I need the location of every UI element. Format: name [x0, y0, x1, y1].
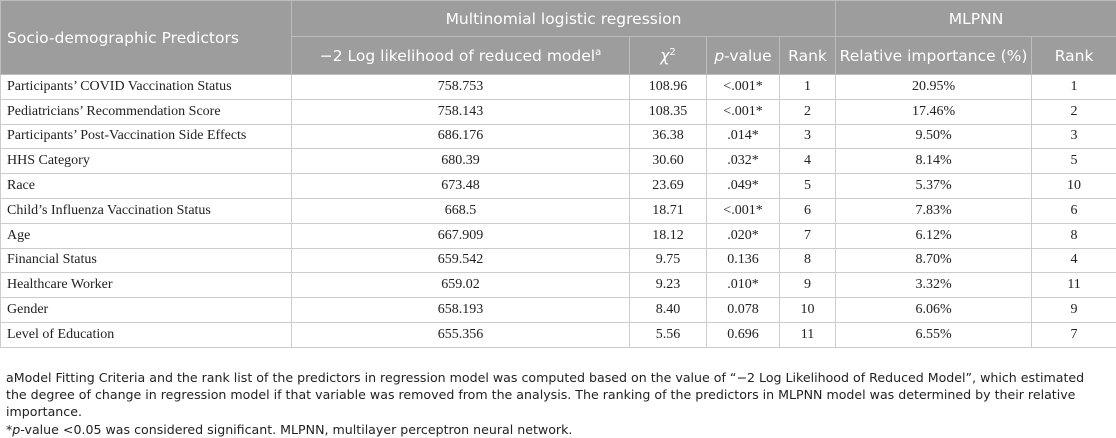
cell-pvalue: .049*: [707, 174, 780, 199]
cell-rank-mlpnn: 7: [1032, 322, 1116, 347]
cell-chi2: 8.40: [630, 298, 707, 323]
cell-rank-mlpnn: 2: [1032, 99, 1116, 124]
cell-relative-importance: 3.32%: [836, 273, 1032, 298]
cell-neg2ll: 686.176: [292, 124, 630, 149]
cell-rank-mlpnn: 10: [1032, 174, 1116, 199]
cell-rank-mlr: 3: [780, 124, 836, 149]
cell-relative-importance: 17.46%: [836, 99, 1032, 124]
cell-rank-mlpnn: 6: [1032, 198, 1116, 223]
cell-chi2: 108.35: [630, 99, 707, 124]
cell-chi2: 23.69: [630, 174, 707, 199]
table-row: [1, 124, 1116, 149]
cell-rank-mlpnn: 1: [1032, 75, 1116, 100]
footnote-star-prefix: *: [6, 422, 13, 437]
cell-predictor: Age: [1, 223, 292, 248]
table-row: [1, 75, 1116, 100]
header-neg2ll-text: −2 Log likelihood of reduced model: [319, 46, 596, 65]
cell-neg2ll: 758.753: [292, 75, 630, 100]
header-chi2: [630, 37, 707, 75]
header-chi-sup: 2: [669, 46, 676, 58]
cell-relative-importance: 5.37%: [836, 174, 1032, 199]
cell-chi2: 9.23: [630, 273, 707, 298]
cell-neg2ll: 659.542: [292, 248, 630, 273]
cell-pvalue: .014*: [707, 124, 780, 149]
cell-rank-mlpnn: 4: [1032, 248, 1116, 273]
cell-predictor: Gender: [1, 298, 292, 323]
table-row: [1, 223, 1116, 248]
cell-pvalue: 0.078: [707, 298, 780, 323]
cell-chi2: 18.12: [630, 223, 707, 248]
cell-predictor: Pediatricians’ Recommendation Score: [1, 99, 292, 124]
cell-neg2ll: 667.909: [292, 223, 630, 248]
cell-rank-mlr: 9: [780, 273, 836, 298]
header-mlpnn-group: MLPNN: [836, 1, 1116, 37]
table-row: [1, 273, 1116, 298]
cell-neg2ll: 668.5: [292, 198, 630, 223]
cell-predictor: Participants’ COVID Vaccination Status: [1, 75, 292, 100]
cell-relative-importance: 6.12%: [836, 223, 1032, 248]
table-row: [1, 99, 1116, 124]
cell-neg2ll: 658.193: [292, 298, 630, 323]
table-header: [1, 1, 1116, 75]
cell-rank-mlr: 5: [780, 174, 836, 199]
table-row: [1, 149, 1116, 174]
header-rank-mlpnn: Rank: [1032, 37, 1116, 75]
cell-relative-importance: 9.50%: [836, 124, 1032, 149]
cell-rank-mlr: 10: [780, 298, 836, 323]
header-predictors: Socio-demographic Predictors: [1, 1, 292, 75]
cell-rank-mlr: 1: [780, 75, 836, 100]
cell-neg2ll: 673.48: [292, 174, 630, 199]
cell-predictor: Financial Status: [1, 248, 292, 273]
cell-relative-importance: 6.55%: [836, 322, 1032, 347]
cell-predictor: HHS Category: [1, 149, 292, 174]
cell-rank-mlr: 6: [780, 198, 836, 223]
cell-pvalue: 0.696: [707, 322, 780, 347]
header-rank-mlr: Rank: [780, 37, 836, 75]
footnote-a: aModel Fitting Criteria and the rank list of the predictors in regression model was computed based on the value of “−2 Log Likelihood of Reduced Model”, which estimated the degree of change in regression model if that variable was removed from the analysis. The ranking of the predictors in MLPNN model was determined by their relative importance.: [6, 370, 1085, 419]
header-relative-importance: Relative importance (%): [836, 37, 1032, 75]
cell-pvalue: .020*: [707, 223, 780, 248]
header-chi-base: χ: [660, 46, 670, 65]
cell-neg2ll: 659.02: [292, 273, 630, 298]
cell-pvalue: 0.136: [707, 248, 780, 273]
cell-rank-mlpnn: 8: [1032, 223, 1116, 248]
cell-rank-mlpnn: 3: [1032, 124, 1116, 149]
cell-pvalue: .032*: [707, 149, 780, 174]
cell-relative-importance: 8.70%: [836, 248, 1032, 273]
cell-chi2: 9.75: [630, 248, 707, 273]
table-row: [1, 298, 1116, 323]
table-row: [1, 248, 1116, 273]
cell-predictor: Race: [1, 174, 292, 199]
footnote-star-rest: -value <0.05 was considered significant. MLPNN, multilayer perceptron neural network.: [20, 422, 573, 437]
cell-chi2: 5.56: [630, 322, 707, 347]
cell-chi2: 30.60: [630, 149, 707, 174]
header-neg2ll-sup: a: [595, 46, 602, 58]
footnote-star: [6, 421, 1106, 438]
table-row: [1, 198, 1116, 223]
header-pvalue: [707, 37, 780, 75]
cell-rank-mlr: 2: [780, 99, 836, 124]
cell-rank-mlpnn: 9: [1032, 298, 1116, 323]
cell-relative-importance: 7.83%: [836, 198, 1032, 223]
cell-pvalue: <.001*: [707, 198, 780, 223]
cell-pvalue: <.001*: [707, 75, 780, 100]
cell-predictor: Level of Education: [1, 322, 292, 347]
header-neg2ll: [292, 37, 630, 75]
cell-rank-mlpnn: 11: [1032, 273, 1116, 298]
cell-relative-importance: 6.06%: [836, 298, 1032, 323]
cell-relative-importance: 20.95%: [836, 75, 1032, 100]
cell-rank-mlr: 8: [780, 248, 836, 273]
cell-relative-importance: 8.14%: [836, 149, 1032, 174]
cell-rank-mlr: 11: [780, 322, 836, 347]
cell-chi2: 36.38: [630, 124, 707, 149]
footnote-star-italic: p: [12, 422, 21, 437]
table-body: [1, 75, 1116, 348]
cell-neg2ll: 680.39: [292, 149, 630, 174]
table-row: [1, 322, 1116, 347]
cell-pvalue: <.001*: [707, 99, 780, 124]
cell-chi2: 108.96: [630, 75, 707, 100]
cell-predictor: Child’s Influenza Vaccination Status: [1, 198, 292, 223]
cell-chi2: 18.71: [630, 198, 707, 223]
cell-pvalue: .010*: [707, 273, 780, 298]
cell-rank-mlr: 4: [780, 149, 836, 174]
header-p-rest: -value: [724, 46, 772, 65]
cell-predictor: Healthcare Worker: [1, 273, 292, 298]
cell-rank-mlpnn: 5: [1032, 149, 1116, 174]
cell-neg2ll: 758.143: [292, 99, 630, 124]
cell-predictor: Participants’ Post-Vaccination Side Effects: [1, 124, 292, 149]
header-mlr-group: Multinomial logistic regression: [292, 1, 836, 37]
table-row: [1, 174, 1116, 199]
table-footnotes: [6, 369, 1106, 438]
header-p-italic: p: [714, 46, 725, 65]
cell-neg2ll: 655.356: [292, 322, 630, 347]
cell-rank-mlr: 7: [780, 223, 836, 248]
